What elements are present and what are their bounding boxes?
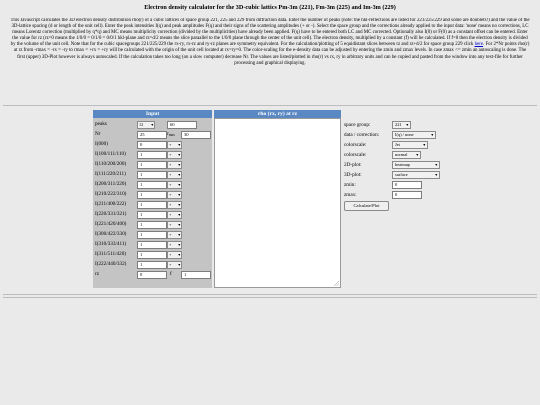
chevron-down-icon: ▼ (430, 133, 434, 137)
colorscale-select-2[interactable] (392, 151, 421, 159)
calculate-plot-button[interactable]: Calculate/Plot (344, 201, 389, 211)
settings-panel (344, 120, 444, 230)
intensity-input[interactable]: 1 (137, 251, 167, 259)
intensity-row (93, 170, 212, 180)
sign-select[interactable] (167, 251, 182, 259)
intensity-label: I(300/422/330) (95, 231, 127, 237)
peaks-select-value: 12 (139, 122, 144, 127)
f-input[interactable]: 1 (181, 271, 211, 279)
sign-value: + (169, 192, 172, 197)
sign-select[interactable] (167, 181, 182, 189)
rmax-label-main: r (167, 131, 169, 137)
sign-select[interactable] (167, 211, 182, 219)
colorscale-value-1: Jet (395, 142, 400, 147)
chevron-down-icon: ▼ (177, 233, 181, 237)
chevron-down-icon: ▼ (150, 123, 154, 127)
sign-select[interactable] (167, 241, 182, 249)
rmax-input[interactable]: 30 (181, 131, 211, 139)
colorscale-select-1[interactable] (392, 141, 428, 149)
chevron-down-icon: ▼ (434, 163, 438, 167)
plot3d-label: 3D-plot: (344, 172, 362, 178)
zmin-label: zmin: (344, 182, 356, 188)
output-panel (214, 110, 341, 288)
peaks-value-input[interactable]: 60 (167, 121, 197, 129)
intensity-row (93, 160, 212, 170)
plot3d-row (344, 170, 444, 180)
sign-value: + (169, 202, 172, 207)
chevron-down-icon: ▼ (177, 213, 181, 217)
sign-select[interactable] (167, 161, 182, 169)
colorscale-label-1: colorscale: (344, 142, 367, 148)
sign-select[interactable] (167, 221, 182, 229)
top-divider (3, 105, 537, 106)
chevron-down-icon: ▼ (177, 243, 181, 247)
i000-sign-select[interactable] (167, 141, 182, 149)
intensity-row (93, 180, 212, 190)
chevron-down-icon: ▼ (177, 163, 181, 167)
intensity-label: I(110/200/200) (95, 161, 127, 167)
plot3d-value: surface (395, 172, 408, 177)
intensity-label: I(222/440/332) (95, 261, 127, 267)
chevron-down-icon: ▼ (177, 223, 181, 227)
intro-text-part1: This Javascript calculates the 3D electron density distribution rho(r) of a cubic lattices of space group 221, 225 and 229 from diffraction data. Enter the number of peaks (note: the hkl-reflections are listed for 221/225/229 and some are doublets!) and the value of the 3D-lattice spacing (d or length of the unit cell). Enter the peak intensities I(q) and peak amplitudes F(q) and their signs of the scattering amplitudes (+ or -). Select the space group and the corrections already applied to the input data: 'none' means no corrections, LC means Lorentz correction (multiplied by q*q) and MC means multiplicity correction (divided by the multiplicities) have already been applied. F(q) have to be entered both LC and MC corrected. Optionally also I(0) or F(0) as a constant offset can be entered. Enter the value for rz (rz=0 means the 1/0/0 = 0/1/0 = 0/0/1 hkl-plane and rz=d/2 means the slice paraallel to the 1/0/0 plane through the center of the unit cell). The electron density, multiplied by a constant (f) will be calculated. If f=0 then the electron density is divided by the volume of the unit cell. Note that for the cubic spacegroups 221/225/229 the rx-ry, rx-rz and ry-rz planes are symmetry equivalent. For the calculation/plotting of 5 equidistant slices between rz and rz+d/2 for space group 229 click (10, 18, 530, 48)
sign-value: + (169, 172, 172, 177)
chevron-down-icon: ▼ (177, 173, 181, 177)
chevron-down-icon: ▼ (177, 203, 181, 207)
sign-select[interactable] (167, 261, 182, 269)
chevron-down-icon: ▼ (422, 143, 426, 147)
sign-value: + (169, 242, 172, 247)
output-textarea[interactable] (214, 118, 341, 288)
plot2d-value: heatmap (395, 162, 410, 167)
rz-input[interactable]: 0 (137, 271, 167, 279)
chevron-down-icon: ▼ (405, 123, 409, 127)
space-group-row (344, 120, 444, 130)
plot3d-select[interactable] (392, 171, 440, 179)
sign-value: + (169, 212, 172, 217)
intensity-input[interactable]: 1 (137, 231, 167, 239)
i000-label: I(000) (95, 141, 108, 147)
chevron-down-icon: ▼ (415, 153, 419, 157)
input-panel (93, 110, 212, 288)
intensity-label: I(100/111/110) (95, 151, 126, 157)
intensity-label: I(210/222/310) (95, 191, 127, 197)
sign-value: + (169, 262, 172, 267)
intensity-input[interactable]: 1 (137, 261, 167, 269)
intensity-input[interactable]: 1 (137, 211, 167, 219)
intensity-input[interactable]: 1 (137, 151, 167, 159)
chevron-down-icon: ▼ (177, 193, 181, 197)
intensity-input[interactable]: 1 (137, 201, 167, 209)
correction-row (344, 130, 444, 140)
sign-select[interactable] (167, 171, 182, 179)
intensity-input[interactable]: 1 (137, 221, 167, 229)
sign-select[interactable] (167, 191, 182, 199)
input-body (93, 118, 212, 288)
chevron-down-icon: ▼ (177, 253, 181, 257)
sign-value: + (169, 162, 172, 167)
plot2d-row (344, 160, 444, 170)
nr-label: Nr (95, 131, 101, 137)
colorscale-label-2: colorscale: (344, 152, 367, 158)
space-group-label: space group: (344, 122, 371, 128)
intensity-row (93, 200, 212, 210)
intensity-label: I(221/420/400) (95, 221, 127, 227)
intensity-row (93, 150, 212, 160)
correction-value: I(q) / none (395, 132, 414, 137)
rz-row (93, 270, 212, 280)
plot2d-select[interactable] (392, 161, 440, 169)
colorscale-row-2 (344, 150, 444, 160)
rmax-label-sub: max (168, 133, 175, 137)
intensity-row (93, 190, 212, 200)
correction-label: data / correction: (344, 132, 380, 138)
rmax-label (167, 131, 175, 139)
zmax-row (344, 190, 444, 200)
space-group-select[interactable] (392, 121, 411, 129)
chevron-down-icon: ▼ (434, 173, 438, 177)
sign-value: + (169, 222, 172, 227)
f-label: f (170, 271, 172, 277)
i000-row (93, 140, 212, 150)
sign-select[interactable] (167, 151, 182, 159)
output-header: rho (rx, ry) at rz (214, 110, 341, 118)
plot2d-label: 2D-plot: (344, 162, 362, 168)
space-group-value: 221 (395, 122, 402, 127)
intensity-row (93, 260, 212, 270)
intensity-row (93, 230, 212, 240)
intensity-label: I(111/220/211) (95, 171, 126, 177)
bottom-divider-2 (3, 297, 537, 298)
resize-grip-icon[interactable] (334, 281, 339, 286)
intensity-label: I(311/511/420) (95, 251, 127, 257)
colorscale-value-2: normal (395, 152, 408, 157)
intensity-row (93, 250, 212, 260)
correction-select[interactable] (392, 131, 436, 139)
intensity-row (93, 220, 212, 230)
bottom-divider (3, 294, 537, 295)
intensity-input[interactable]: 1 (137, 191, 167, 199)
sign-value: + (169, 252, 172, 257)
intro-text (10, 18, 530, 104)
intro-text-part2: . For 2*Nr points rho(r) at rz from -rmax = -rx = -ry to rmax = +rx = +ry will be calculated with the origin of the unit cell located at rx=ry=0. The color-scaling for the e-density data can be adjusted by entering the zmin and zmax levels. In case zmax <= zmin an autoscaling is done. The first (upper) 3D-Plot however is always autoscaled. If the calculation takes too long (on a slow computer) decrease Nr. The values are listed/plotted in rho(r) vs rx, ry in arbitrary units and can be copied and pasted from the window into any text-file for further processing and graphical displaying. (13, 42, 530, 66)
intensity-input[interactable]: 1 (137, 241, 167, 249)
chevron-down-icon: ▼ (177, 263, 181, 267)
zmin-row (344, 180, 444, 190)
i000-sign-value: + (169, 142, 172, 147)
peaks-label: peaks (95, 121, 107, 127)
chevron-down-icon: ▼ (177, 153, 181, 157)
intensity-row (93, 240, 212, 250)
intensity-input[interactable]: 1 (137, 161, 167, 169)
intensity-input[interactable]: 1 (137, 171, 167, 179)
input-header: Input (93, 110, 212, 118)
chevron-down-icon: ▼ (177, 143, 181, 147)
chevron-down-icon: ▼ (177, 183, 181, 187)
sign-value: + (169, 182, 172, 187)
intensity-label: I(310/333/411) (95, 241, 127, 247)
zmin-input[interactable]: 0 (392, 181, 422, 189)
colorscale-row-1 (344, 140, 444, 150)
sign-value: + (169, 152, 172, 157)
page-title: Electron density calculator for the 3D-cubic lattics Pm-3m (221), Fm-3m (225) and Im-3m (229) (144, 4, 396, 11)
sign-select[interactable] (167, 231, 182, 239)
peaks-row (93, 120, 212, 130)
here-link[interactable]: here (474, 42, 483, 48)
intensity-label: I(211/400/222) (95, 201, 127, 207)
zmax-label: zmax: (344, 192, 357, 198)
intensity-input[interactable]: 1 (137, 181, 167, 189)
intensity-row (93, 210, 212, 220)
nr-row (93, 130, 212, 140)
nr-input[interactable]: 25 (137, 131, 167, 139)
rz-label: rz (95, 271, 100, 277)
zmax-input[interactable]: 0 (392, 191, 422, 199)
intensity-label: I(220/331/321) (95, 211, 127, 217)
intensity-label: I(200/311/220) (95, 181, 127, 187)
i000-input[interactable]: 0 (137, 141, 167, 149)
sign-select[interactable] (167, 201, 182, 209)
peaks-select[interactable] (137, 121, 155, 129)
sign-value: + (169, 232, 172, 237)
